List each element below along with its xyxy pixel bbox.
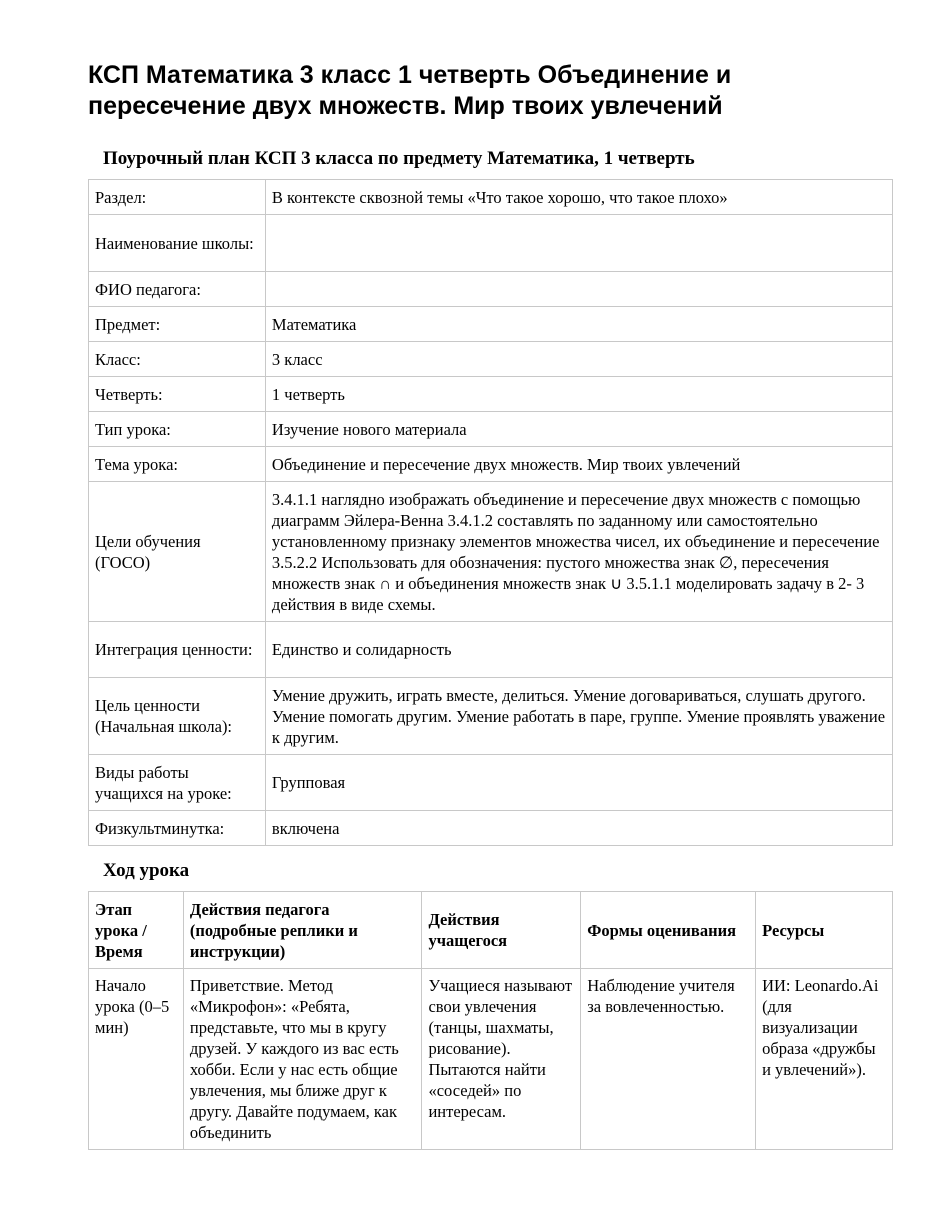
- lesson-heading: Ход урока: [103, 860, 190, 881]
- info-row: [89, 215, 893, 272]
- info-label: Тип урока:: [89, 412, 266, 447]
- lesson-row: [89, 969, 893, 1150]
- column-header-resources: Ресурсы: [756, 892, 893, 969]
- info-label: Класс:: [89, 342, 266, 377]
- info-row: [89, 272, 893, 307]
- info-label: Четверть:: [89, 377, 266, 412]
- info-value: Объединение и пересечение двух множеств. Мир твоих увлечений: [265, 447, 892, 482]
- info-value: В контексте сквозной темы «Что такое хорошо, что такое плохо»: [265, 180, 892, 215]
- info-value: Умение дружить, играть вместе, делиться. Умение договариваться, слушать другого. Умение помогать другим. Умение работать в паре, группе. Умение проявлять уважение к другим.: [265, 678, 892, 755]
- info-label: Цели обучения (ГОСО): [89, 482, 266, 622]
- info-row: [89, 342, 893, 377]
- info-label: ФИО педагога:: [89, 272, 266, 307]
- info-label: Физкультминутка:: [89, 811, 266, 846]
- plan-heading: Поурочный план КСП 3 класса по предмету Математика, 1 четверть: [103, 148, 695, 169]
- info-row: [89, 412, 893, 447]
- column-header-teacher-actions: Действия педагога (подробные реплики и инструкции): [183, 892, 422, 969]
- lesson-cell-teacher-actions: Приветствие. Метод «Микрофон»: «Ребята, представьте, что мы в кругу друзей. У каждого из вас есть хобби. Если у нас есть общие увлечения, мы ближе друг к другу. Давайте подумаем, как объединить: [183, 969, 422, 1150]
- info-row: [89, 811, 893, 846]
- info-value: 3.4.1.1 наглядно изображать объединение и пересечение двух множеств с помощью диаграмм Эйлера-Венна 3.4.1.2 составлять по заданному или самостоятельно установленному признаку элементов множества чисел, их объединение и пересечение 3.5.2.2 Использовать для обозначения: пустого множества знак ∅, пересечения множеств знак ∩ и объединения множеств знак ∪ 3.5.1.1 моделировать задачу в 2- 3 действия в виде схемы.: [265, 482, 892, 622]
- info-label: Виды работы учащихся на уроке:: [89, 755, 266, 811]
- info-value: Математика: [265, 307, 892, 342]
- info-value: [265, 272, 892, 307]
- info-value: включена: [265, 811, 892, 846]
- info-row: [89, 180, 893, 215]
- lesson-cell-resources: ИИ: Leonardo.Ai (для визуализации образа «дружбы и увлечений»).: [756, 969, 893, 1150]
- info-row: [89, 678, 893, 755]
- column-header-assessment: Формы оценивания: [581, 892, 756, 969]
- info-row: [89, 622, 893, 678]
- lesson-header-row: [89, 892, 893, 969]
- document-title: КСП Математика 3 класс 1 четверть Объединение и пересечение двух множеств. Мир твоих увлечений: [88, 61, 732, 120]
- lesson-cell-stage: Начало урока (0–5 мин): [89, 969, 184, 1150]
- info-label: Интеграция ценности:: [89, 622, 266, 678]
- column-header-stage: Этап урока / Время: [89, 892, 184, 969]
- info-value: Единство и солидарность: [265, 622, 892, 678]
- info-value: 1 четверть: [265, 377, 892, 412]
- info-label: Цель ценности (Начальная школа):: [89, 678, 266, 755]
- lesson-steps-table: [88, 891, 893, 1150]
- lesson-cell-assessment: Наблюдение учителя за вовлеченностью.: [581, 969, 756, 1150]
- lesson-info-table: [88, 179, 893, 846]
- info-row: [89, 447, 893, 482]
- info-row: [89, 482, 893, 622]
- info-label: Предмет:: [89, 307, 266, 342]
- info-label: Раздел:: [89, 180, 266, 215]
- info-value: Групповая: [265, 755, 892, 811]
- column-header-student-actions: Действия учащегося: [422, 892, 581, 969]
- info-value: [265, 215, 892, 272]
- lesson-cell-student-actions: Учащиеся называют свои увлечения (танцы, шахматы, рисование). Пытаются найти «соседей» по интересам.: [422, 969, 581, 1150]
- info-label: Тема урока:: [89, 447, 266, 482]
- info-value: 3 класс: [265, 342, 892, 377]
- info-row: [89, 307, 893, 342]
- info-row: [89, 377, 893, 412]
- info-label: Наименование школы:: [89, 215, 266, 272]
- info-row: [89, 755, 893, 811]
- info-value: Изучение нового материала: [265, 412, 892, 447]
